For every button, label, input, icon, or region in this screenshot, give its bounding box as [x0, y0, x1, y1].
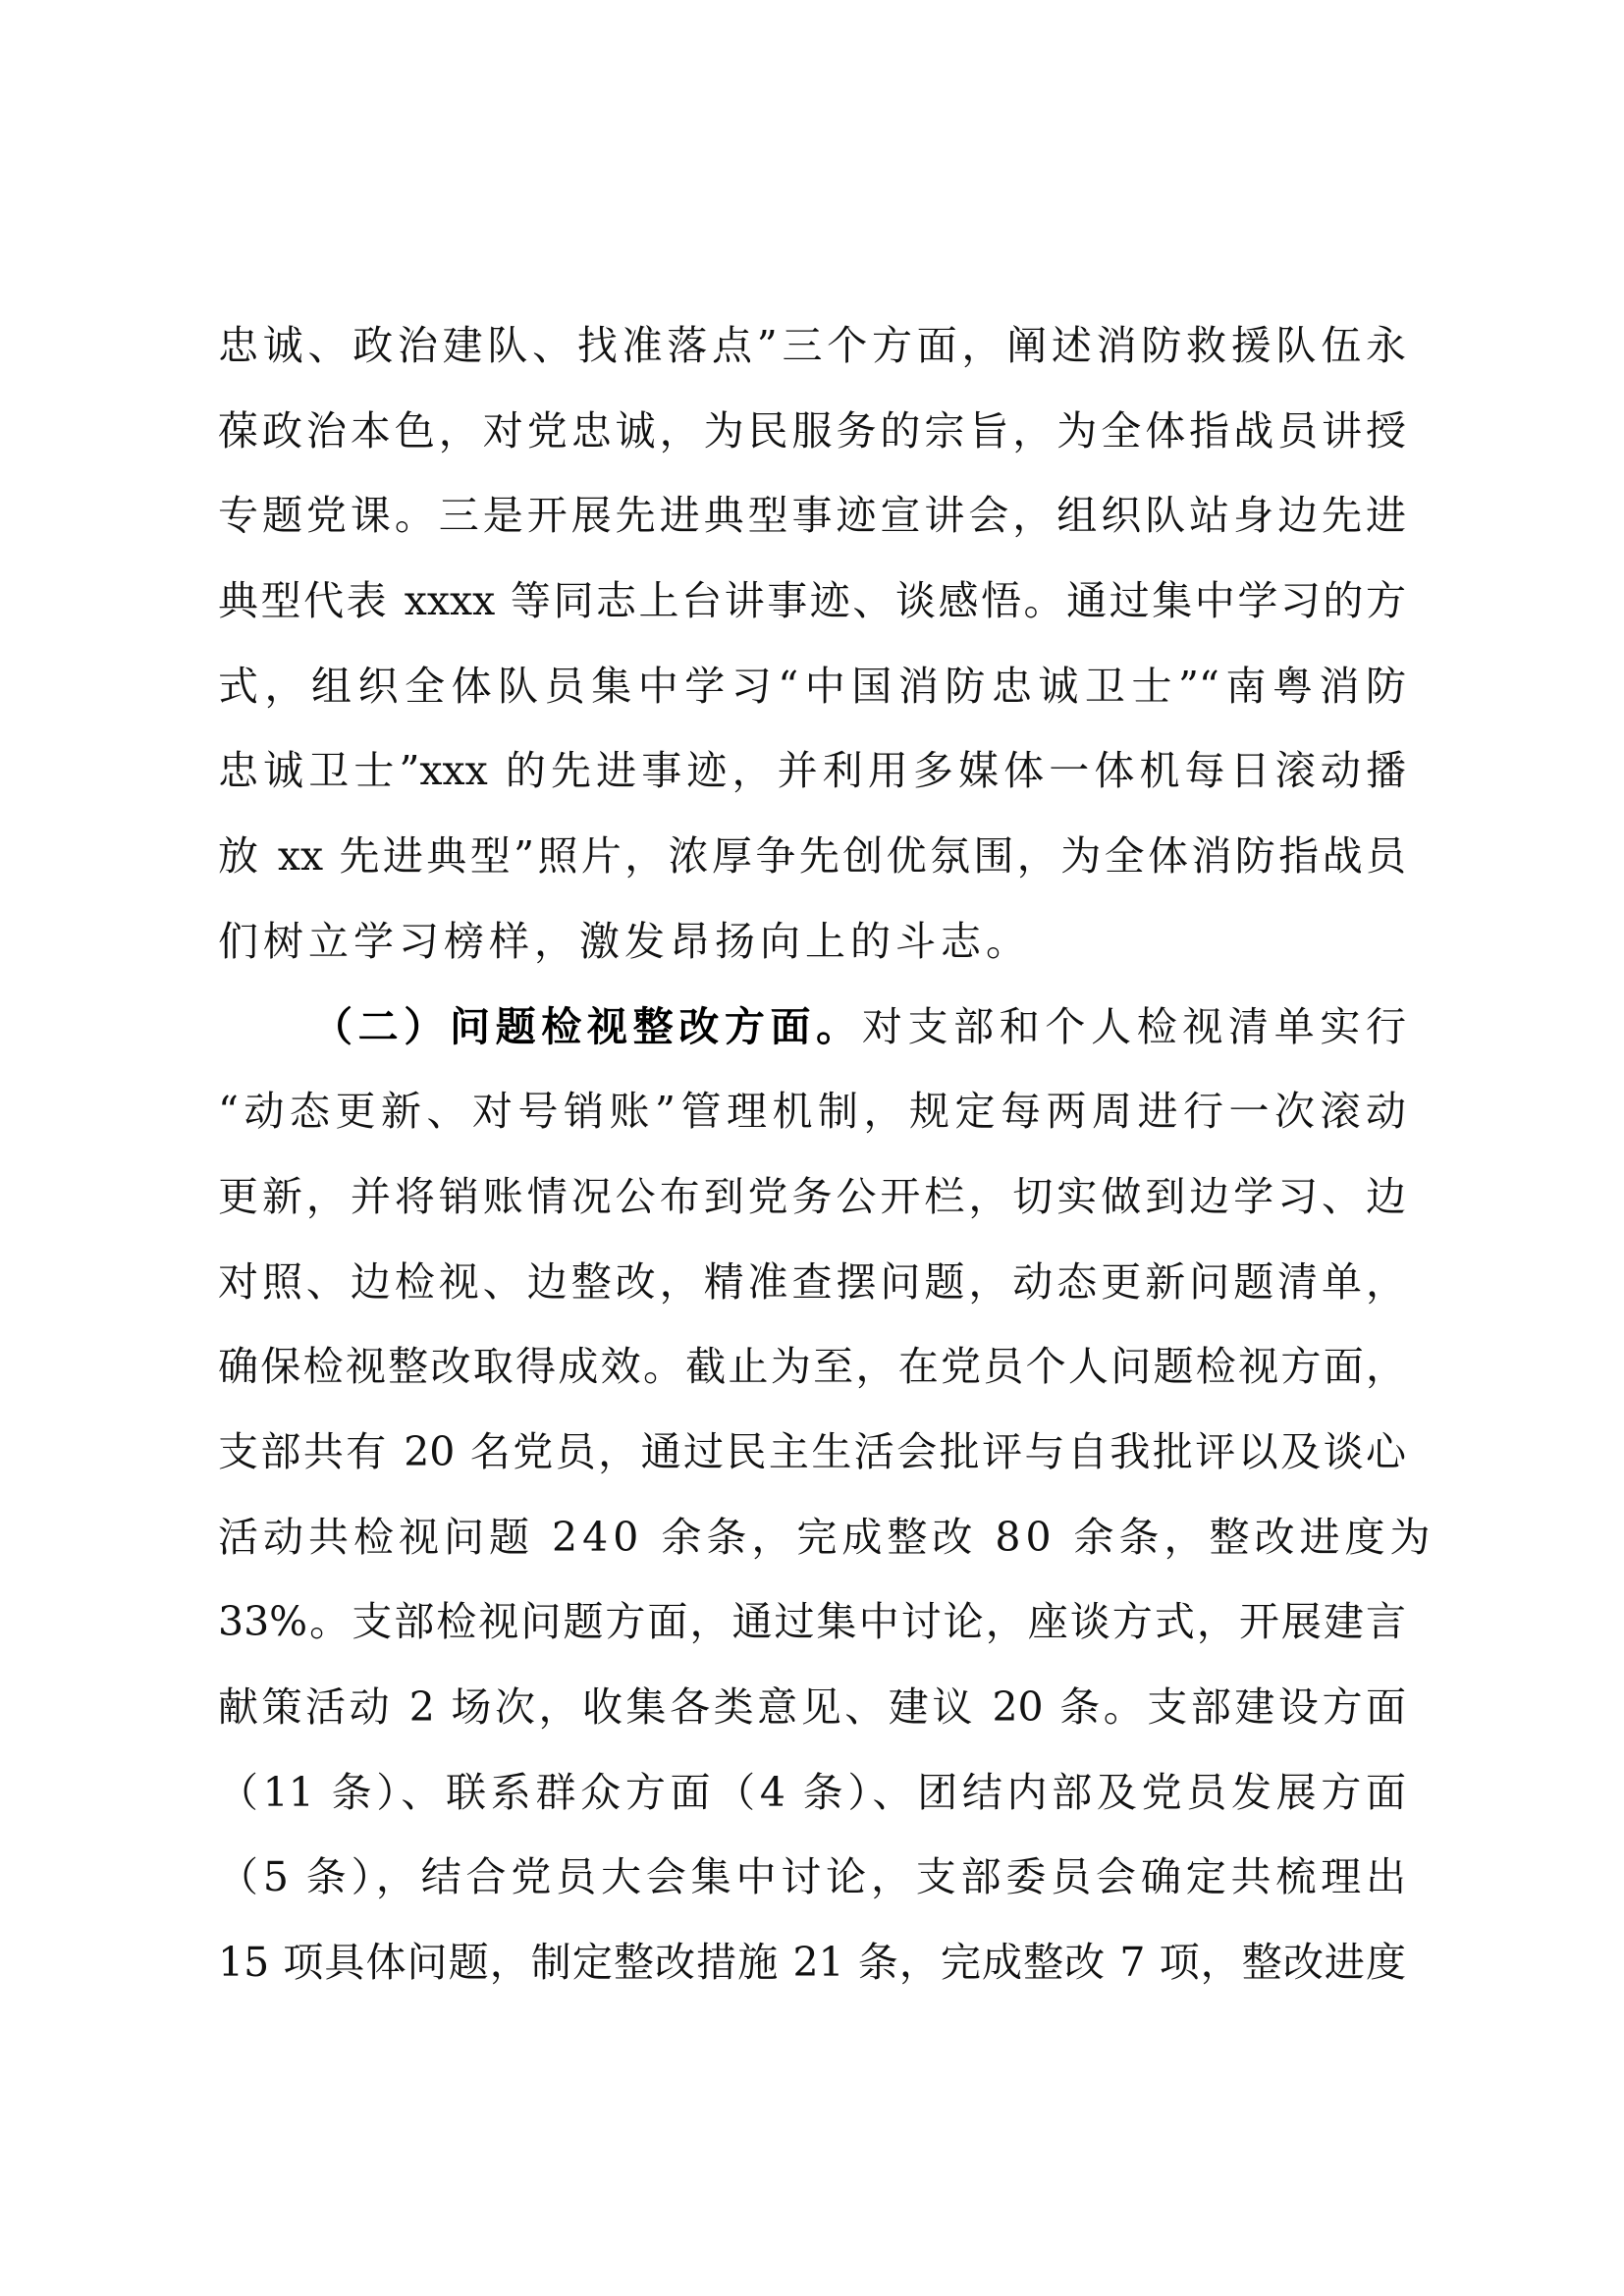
heading-tail-text: 对支部和个人检视清单实行	[861, 1002, 1407, 1050]
text-line: 忠诚、政治建队、找准落点”三个方面，阐述消防救援队伍永	[218, 322, 1406, 369]
body-text	[218, 303, 1435, 2005]
text-line: 更新，并将销账情况公布到党务公开栏，切实做到边学习、边	[218, 1172, 1406, 1220]
section-heading: （二）问题检视整改方面。	[312, 1002, 862, 1050]
text-line: 专题党课。三是开展先进典型事迹宣讲会，组织队站身边先进	[218, 492, 1406, 540]
paragraph-1	[218, 303, 1406, 985]
text-line: （5 条），结合党员大会集中讨论，支部委员会确定共梳理出	[218, 1853, 1406, 1901]
section-heading-line	[218, 985, 1406, 1070]
paragraph-2	[218, 985, 1435, 2005]
text-line: 确保检视整改取得成效。截止为至，在党员个人问题检视方面，	[218, 1343, 1406, 1391]
text-line: 15 项具体问题，制定整改措施 21 条，完成整改 7 项，整改进度	[218, 1939, 1406, 1987]
text-line: 葆政治本色，对党忠诚，为民服务的宗旨，为全体指战员讲授	[218, 406, 1406, 454]
text-line: 式，组织全体队员集中学习“中国消防忠诚卫士”“南粤消防	[218, 662, 1406, 710]
text-line: 对照、边检视、边整改，精准查摆问题，动态更新问题清单，	[218, 1257, 1406, 1306]
text-line: 忠诚卫士”xxx 的先进事迹，并利用多媒体一体机每日滚动播	[218, 747, 1406, 795]
text-line: 放 xx 先进典型”照片，浓厚争先创优氛围，为全体消防指战员	[218, 832, 1406, 881]
text-line: 活动共检视问题 240 余条，完成整改 80 余条，整改进度为	[218, 1513, 1435, 1561]
text-line: 典型代表 xxxx 等同志上台讲事迹、谈感悟。通过集中学习的方	[218, 577, 1406, 625]
text-line: 33%。支部检视问题方面，通过集中讨论，座谈方式，开展建言	[218, 1598, 1406, 1646]
text-line: 献策活动 2 场次，收集各类意见、建议 20 条。支部建设方面	[218, 1683, 1406, 1731]
text-line: （11 条）、联系群众方面（4 条）、团结内部及党员发展方面	[218, 1768, 1406, 1816]
text-line: “动态更新、对号销账”管理机制，规定每两周进行一次滚动	[218, 1088, 1406, 1136]
text-line: 们树立学习榜样，激发昂扬向上的斗志。	[218, 917, 1031, 965]
text-line: 支部共有 20 名党员，通过民主生活会批评与自我批评以及谈心	[218, 1427, 1406, 1475]
